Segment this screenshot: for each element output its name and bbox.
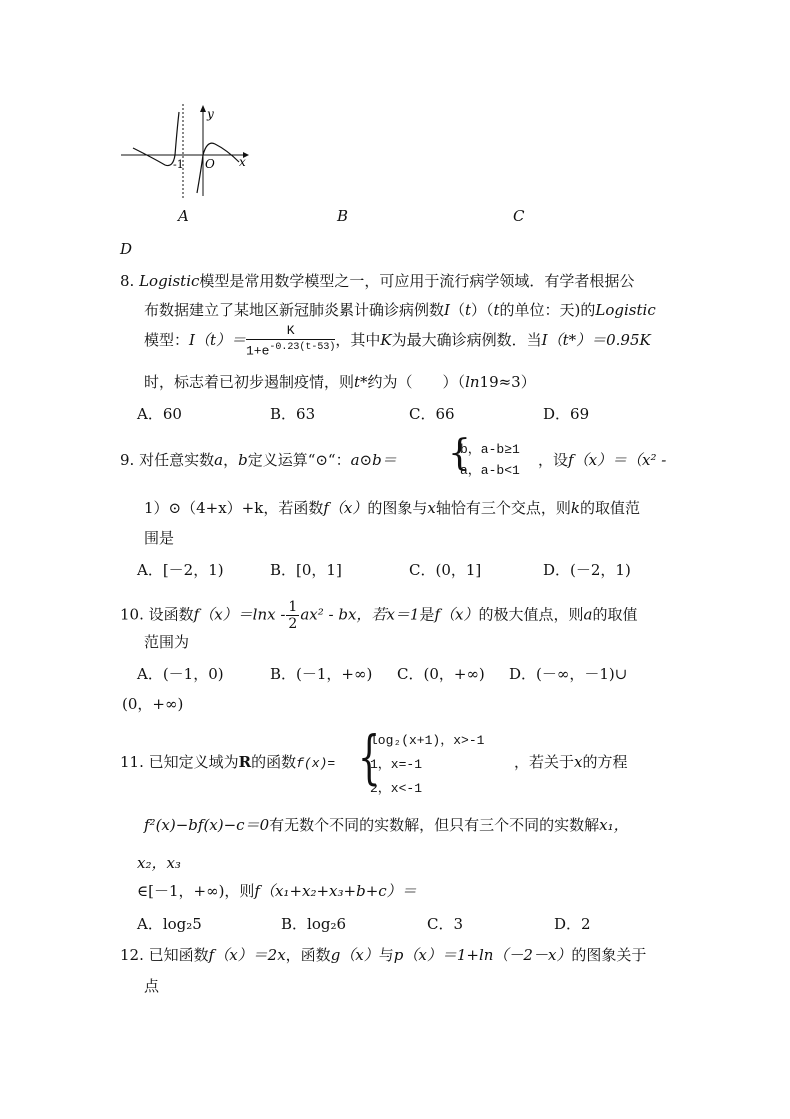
q10-x1: x＝1 [386,605,420,624]
q8-fn: I [444,301,450,319]
q8-opt-b[interactable]: B．63 [270,405,316,423]
q9-opt-c[interactable]: C．(0，1] [409,561,482,579]
q8-tstar: t* [354,373,368,391]
q10-opt-d-cont: (0，+∞) [122,695,184,713]
q8-condition: I（t*）＝0.95K [541,331,651,350]
q11-equation: f²(x)−bf(x)−c＝0 [144,816,270,834]
q10-opt-b[interactable]: B．(－1，+∞) [270,665,373,683]
q9-l2-k: k [570,499,580,517]
q12-end: 的图象关于 [571,946,647,964]
q8-mid2: 为最大确诊病例数．当 [391,331,542,350]
q11-line2 [144,814,629,836]
q9-op-def: 定义运算“⊙“： [247,451,351,469]
q11-opt-b[interactable]: B．log₂6 [281,915,347,933]
q10-line1 [120,599,637,632]
q9-l2-rest: 的图象与 [367,499,428,517]
function-graph [115,100,255,200]
q11-R: R [238,753,252,771]
q11-l2-rest: 有无数个不同的实数解，但只有三个不同的实数解 [269,816,600,834]
q9-f: f（x）＝（x² - [568,451,667,469]
q8-l4-text: 时，标志着已初步遏制疫情，则 [144,373,355,391]
q11-number: 11. [120,753,144,771]
q10-number: 10. [120,605,144,624]
q9-l2-f: f（x） [323,499,368,517]
q9-number: 9. [120,451,135,469]
q9-case2: a，a-b<1 [460,463,520,478]
q12-f: f（x）＝2x [208,946,286,964]
q8-term: Logistic [139,272,200,290]
q11-line3: x₂，x₃ [137,854,181,872]
choice-label-b: B [337,207,349,225]
q8-line1 [120,270,634,292]
q9-l2-text: 1）⊙（4+x）+k，若函数 [144,499,324,517]
y-axis-arrow [200,105,206,112]
x-axis-label: x [239,155,246,169]
q9-case1: b，a-b≥1 [460,442,520,457]
q11-line1-post [514,751,628,773]
q10-opt-c[interactable]: C．(0，+∞) [397,665,485,683]
q11-case1: log₂(x+1)，x>-1 [370,733,485,748]
q10-opt-a[interactable]: A．(－1，0) [137,665,224,683]
q8-term2: Logistic [595,301,656,319]
q11-l4-text: ∈[－1，+∞)，则 [137,882,255,900]
q11-opt-d[interactable]: D．2 [554,915,591,933]
q11-end: 的方程 [582,753,628,771]
q10-line2: 范围为 [144,633,190,651]
q9-line3: 围是 [144,529,175,547]
q12-line2: 点 [144,977,160,995]
q11-brace: { [358,723,381,791]
q10-end: 的极大值点，则 [478,605,584,624]
q10-f: f（x）＝lnx - [193,605,286,624]
q8-line4 [144,371,536,393]
q11-l4-f: f（x₁+x₂+x₃+b+c）＝ [254,882,417,900]
q11-x: x [574,753,583,771]
q10-mid2: 是 [419,605,435,624]
neg-one-label: -1 [173,158,184,171]
q8-frac-exp: -0.23(t-53) [269,342,336,353]
q12-number: 12. [120,946,144,964]
q8-frac-den-base: 1+e [245,343,270,359]
q11-line4 [137,880,417,902]
q10-opt-d[interactable]: D．(－∞，－1)∪ [509,665,628,683]
q11-mid: 的函数 [251,753,297,771]
q8-paren2: ）（ [471,301,494,319]
q8-paren: （ [449,301,465,319]
choice-label-a: A [178,207,189,225]
q10-fx: f（x） [434,605,479,624]
q8-number: 8. [120,272,135,290]
q12-mid: ，函数 [285,946,331,964]
q9-line1-post [538,449,666,471]
q12-mid2: 与 [378,946,394,964]
q10-half [286,599,299,632]
q9-opt-d[interactable]: D．(－2，1) [543,561,631,579]
q11-line1 [120,751,335,775]
q8-k: K [380,331,392,350]
q9-a: a [214,451,224,469]
q8-text2: 布数据建立了某地区新冠肺炎累计确诊病例数 [144,301,445,319]
q11-case3: 2，x<-1 [370,781,423,796]
q9-b: b [238,451,248,469]
q9-line2 [144,497,640,519]
q11-opt-a[interactable]: A．log₂5 [137,915,202,933]
q9-text: 对任意实数 [139,451,215,469]
q8-frac-den [246,340,335,359]
q9-l2-rest2: 轴恰有三个交点，则 [435,499,571,517]
q8-ln: ln [465,373,480,391]
q8-opt-c[interactable]: C．66 [409,405,455,423]
q8-l4-end: 19≈3） [479,373,536,391]
q8-text: 模型是常用数学模型之一，可应用于流行病学领域．有学者根据公 [199,272,635,290]
y-axis-label: y [207,107,214,121]
q11-x1: x₁， [599,816,629,834]
q10-mid: ax² - bx，若 [300,605,387,624]
q12-g: g（x） [330,946,379,964]
q8-formula-lhs: I（t）＝ [189,331,246,350]
q9-brace: { [448,433,471,474]
q11-case2: 1，x=-1 [370,757,423,772]
q8-var2: t [493,301,500,319]
q11-fx: f(x)= [296,756,336,771]
q8-line2 [144,299,656,321]
q12-p: p（x）＝1+ln（－2－x） [393,946,572,964]
q12-text: 已知函数 [148,946,209,964]
origin-label: O [205,157,215,171]
q9-opt-a[interactable]: A．[－2，1) [137,561,224,579]
q11-opt-c[interactable]: C．3 [427,915,464,933]
choice-label-d: D [120,240,133,258]
q8-line3 [144,323,651,359]
q8-frac-num: K [246,323,335,340]
choice-label-c: C [513,207,525,225]
q8-opt-a[interactable]: A．60 [137,405,182,423]
q10-half-den: 2 [288,616,298,632]
q9-post: ，设 [538,451,569,469]
q8-mid: ，其中 [335,331,381,350]
q11-post: ，若关于 [514,753,575,771]
q8-model-label: 模型： [144,331,190,350]
q10-half-num: 1 [288,599,298,615]
q8-var: t [464,301,471,319]
q8-unit: 的单位：天)的 [499,301,596,319]
q8-l4-post: 约为（ ）（ [367,373,466,391]
q9-l2-end: 的取值范 [579,499,640,517]
q9-line1 [120,449,397,471]
q9-aob: a⊙b＝ [350,451,397,469]
q8-opt-d[interactable]: D．69 [543,405,590,423]
q10-end2: 的取值 [592,605,638,624]
q9-l2-x: x [427,499,436,517]
q10-text: 设函数 [148,605,194,624]
q8-fraction [246,323,335,359]
q10-a: a [583,605,593,624]
q9-opt-b[interactable]: B．[0，1] [270,561,342,579]
q9-comma: ， [223,451,239,469]
q12-line1 [120,944,646,966]
q11-text: 已知定义域为 [148,753,239,771]
